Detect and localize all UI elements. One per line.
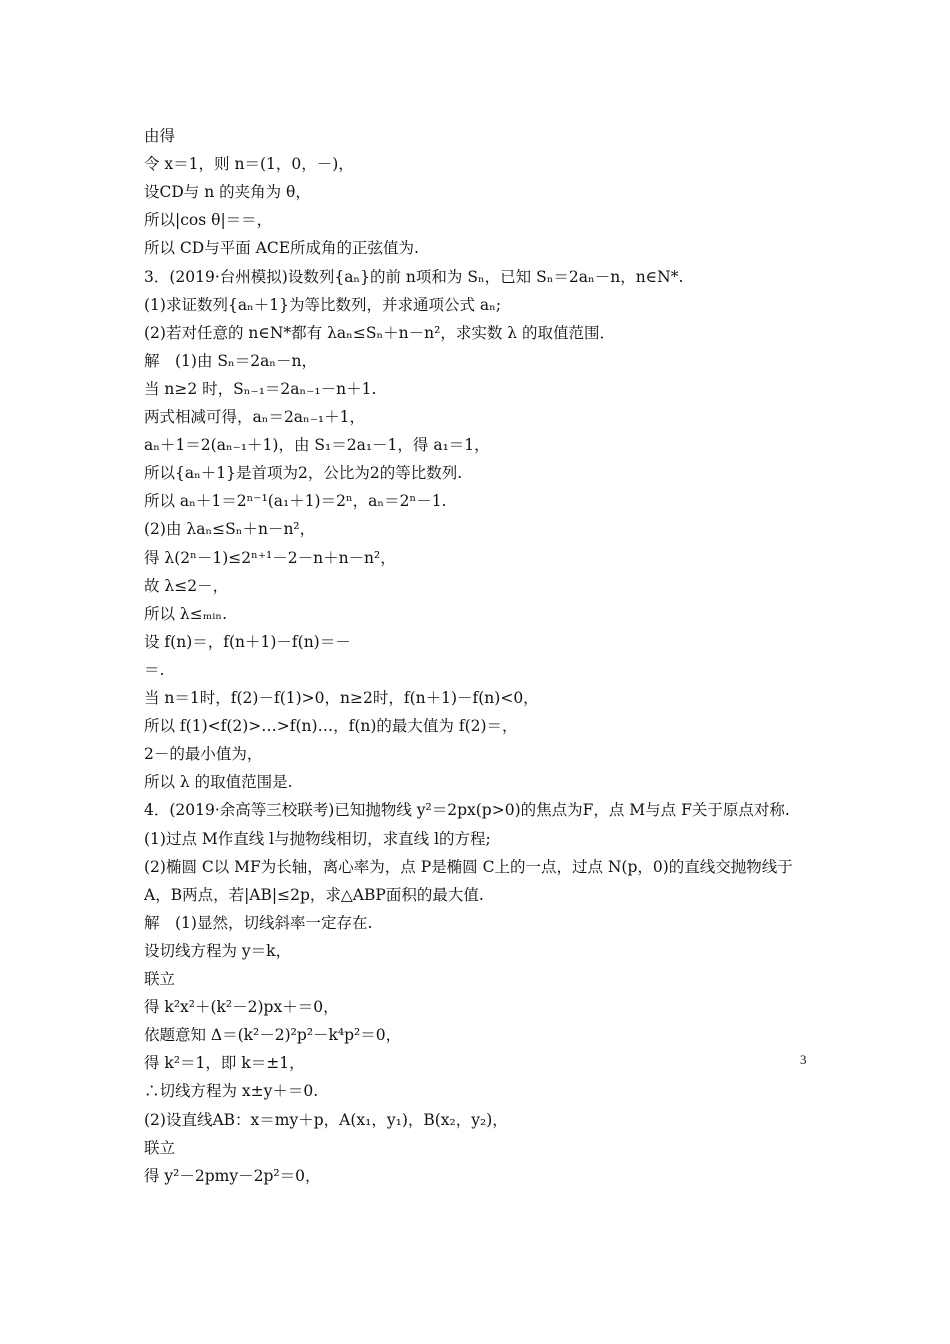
text-line: (2)若对任意的 n∈N*都有 λaₙ≤Sₙ＋n－n²，求实数 λ 的取值范围． (144, 323, 616, 342)
text-line: (1)求证数列{aₙ＋1}为等比数列，并求通项公式 aₙ; (144, 295, 502, 314)
text-line: (1)过点 M作直线 l与抛物线相切，求直线 l的方程; (144, 829, 491, 848)
text-line: 得 λ(2ⁿ－1)≤2ⁿ⁺¹－2－n＋n－n²， (144, 548, 396, 567)
text-line: 得 y²－2pmy－2p²＝0， (144, 1166, 321, 1185)
text-line: A，B两点，若|AB|≤2p，求△ABP面积的最大值. (144, 885, 484, 904)
text-line: 设 f(n)＝，f(n＋1)－f(n)＝－ (144, 632, 351, 651)
text-line: 2－的最小值为， (144, 745, 263, 764)
page-number: 3 (800, 1052, 807, 1067)
text-line: 设CD与 n 的夹角为 θ， (144, 183, 311, 202)
text-line: 故 λ≤2－， (144, 576, 229, 595)
text-line: 所以 λ 的取值范围是. (144, 773, 293, 792)
text-line: 4．(2019·余高等三校联考)已知抛物线 y²＝2px(p>0)的焦点为F，点 M与点 F关于原点对称. (144, 801, 790, 820)
text-line: (2)由 λaₙ≤Sₙ＋n－n²， (144, 520, 316, 539)
text-line: 得 k²x²＋(k²－2)px＋＝0， (144, 998, 339, 1017)
text-line: 3．(2019·台州模拟)设数列{aₙ}的前 n项和为 Sₙ，已知 Sₙ＝2aₙ－n，n∈N*. (144, 267, 684, 286)
text-line: 解 (1)显然，切线斜率一定存在. (144, 913, 373, 932)
text-line: 得 k²＝1，即 k＝±1， (144, 1054, 305, 1073)
text-line: 令 x＝1，则 n＝(1，0，－)， (144, 155, 354, 174)
text-line: 所以 f(1)<f(2)>…>f(n)…，f(n)的最大值为 f(2)＝， (144, 717, 518, 736)
text-line: 当 n＝1时，f(2)－f(1)>0，n≥2时，f(n＋1)－f(n)<0， (144, 689, 539, 707)
text-line: 所以 CD与平面 ACE所成角的正弦值为. (144, 239, 419, 258)
text-line: 所以 λ≤ₘᵢₙ. (144, 604, 227, 623)
text-line: ∴切线方程为 x±y＋＝0. (144, 1082, 319, 1101)
text-line: (2)椭圆 C以 MF为长轴，离心率为，点 P是椭圆 C上的一点，过点 N(p，0)的直线交抛物线于 (144, 857, 793, 876)
text-line: 联立 (144, 1138, 176, 1157)
text-line: 联立 (144, 970, 176, 988)
text-line: 所以|cos θ|＝＝， (144, 211, 273, 230)
text-line: (2)设直线AB：x＝my＋p，A(x₁，y₁)，B(x₂，y₂)， (144, 1110, 508, 1129)
text-line: ＝. (144, 660, 165, 679)
text-line: 由得 (144, 127, 176, 145)
text-line: 解 (1)由 Sₙ＝2aₙ－n， (144, 351, 317, 370)
text-line: 依题意知 Δ＝(k²－2)²p²－k⁴p²＝0， (144, 1026, 402, 1045)
text-line: 当 n≥2 时，Sₙ₋₁＝2aₙ₋₁－n＋1. (144, 379, 377, 398)
text-line: 两式相减可得，aₙ＝2aₙ₋₁＋1， (144, 408, 366, 426)
text-line: 设切线方程为 y＝k， (144, 941, 292, 960)
text-line: aₙ＋1＝2(aₙ₋₁＋1)，由 S₁＝2a₁－1，得 a₁＝1， (144, 436, 490, 455)
text-line: 所以 aₙ＋1＝2ⁿ⁻¹(a₁＋1)＝2ⁿ，aₙ＝2ⁿ－1. (144, 492, 447, 511)
text-line: 所以{aₙ＋1}是首项为2，公比为2的等比数列. (144, 464, 463, 483)
